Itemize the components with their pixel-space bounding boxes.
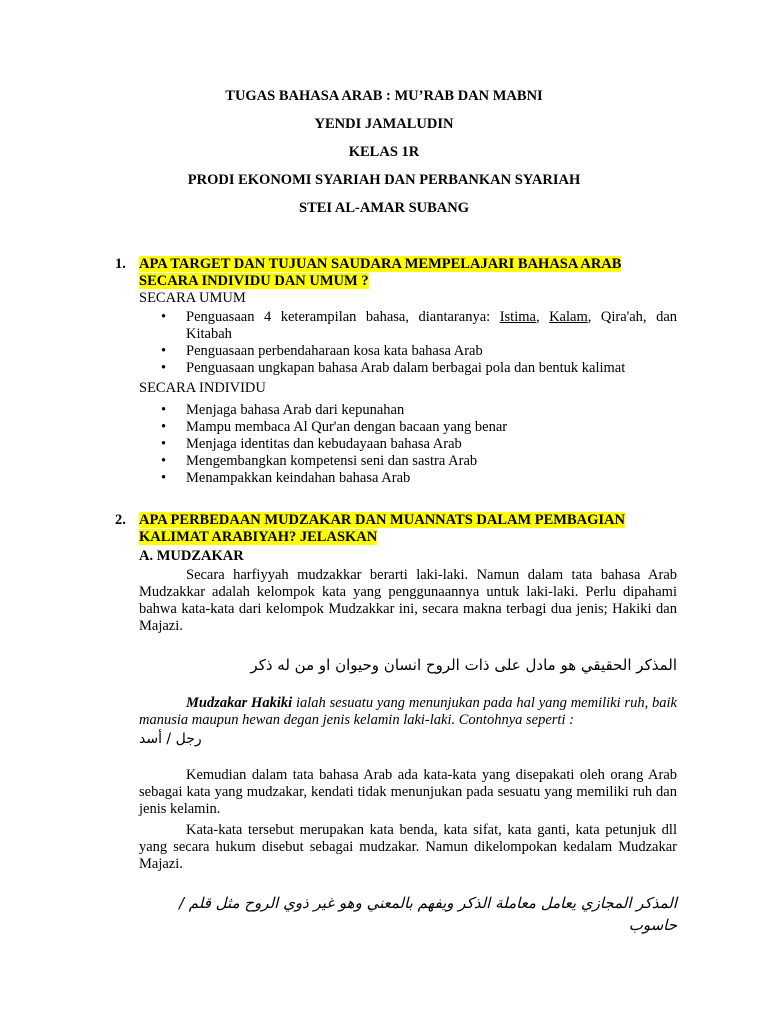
question-2-number: 2. bbox=[115, 512, 126, 528]
list-item: • Menampakkan keindahan bahasa Arab bbox=[161, 470, 411, 486]
bullet-icon: • bbox=[161, 309, 167, 325]
header-institution: STEI AL-AMAR SUBANG bbox=[299, 200, 469, 216]
majazi-intro-paragraph: Kemudian dalam tata bahasa Arab ada kata-kata yang disepakati oleh orang Arab sebagai kata yang mudzakar, kendati tidak menunjukan pada sesuatu yang memiliki ruh dan jenis kelamin. bbox=[139, 767, 677, 817]
section-a-heading: A. MUDZAKAR bbox=[139, 548, 244, 564]
list-item: • Penguasaan 4 keterampilan bahasa, diantaranya: Istima, Kalam, Qira'ah, dan Kitabah bbox=[161, 309, 678, 342]
arabic-hakiki-definition: المذكر الحقيقي هو مادل على ذات الروح انسان وحيوان او من له ذكر bbox=[250, 656, 677, 674]
list-item: • Mengembangkan kompetensi seni dan sastra Arab bbox=[161, 453, 478, 469]
question-1-line-a: APA TARGET DAN TUJUAN SAUDARA MEMPELAJARI BAHASA ARAB bbox=[139, 256, 622, 272]
kalam-term: Kalam bbox=[549, 309, 588, 325]
individu-label: SECARA INDIVIDU bbox=[139, 380, 266, 396]
list-item: • Penguasaan ungkapan bahasa Arab dalam berbagai pola dan bentuk kalimat bbox=[161, 360, 626, 376]
umum-list bbox=[139, 309, 677, 377]
individu-list bbox=[139, 402, 677, 487]
hakiki-example: رجل / أسد bbox=[139, 731, 202, 747]
umum-label: SECARA UMUM bbox=[139, 290, 246, 306]
bullet-icon: • bbox=[161, 343, 167, 359]
bullet-icon: • bbox=[161, 470, 167, 486]
question-2-heading bbox=[115, 512, 677, 546]
list-item: • Mampu membaca Al Qur'an dengan bacaan yang benar bbox=[161, 419, 508, 435]
hakiki-term: Mudzakar Hakiki bbox=[186, 695, 293, 711]
bullet-icon: • bbox=[161, 402, 167, 418]
list-item: • Penguasaan perbendaharaan kosa kata bahasa Arab bbox=[161, 343, 483, 359]
header-title: TUGAS BAHASA ARAB : MU’RAB DAN MABNI bbox=[225, 88, 543, 104]
header-program: PRODI EKONOMI SYARIAH DAN PERBANKAN SYARIAH bbox=[187, 172, 581, 188]
list-item: • Menjaga identitas dan kebudayaan bahasa Arab bbox=[161, 436, 462, 452]
question-1-heading bbox=[115, 256, 677, 290]
question-2-line-b: KALIMAT ARABIYAH? JELASKAN bbox=[139, 529, 378, 545]
question-1-number: 1. bbox=[115, 256, 126, 272]
question-1-line-b: SECARA INDIVIDU DAN UMUM ? bbox=[139, 273, 369, 289]
bullet-icon: • bbox=[161, 453, 167, 469]
header-author: YENDI JAMALUDIN bbox=[314, 116, 454, 132]
majazi-paragraph: Kata-kata tersebut merupakan kata benda, kata sifat, kata ganti, kata petunjuk dll yang secara hukum disebut sebagai mudzakar. Namun dikelompokan kedalam Mudzakar Majazi. bbox=[139, 822, 677, 872]
bullet-icon: • bbox=[161, 436, 167, 452]
mudzakar-definition-paragraph: Secara harfiyyah mudzakkar berarti laki-laki. Namun dalam tata bahasa Arab Mudzakkar adalah kelompok kata yang penggunaannya untuk laki-laki. Perlu dipahami bahwa kata-kata dari kelompok Mudzakkar ini, secara makna terbagi dua jenis; Hakiki dan Majazi. bbox=[139, 567, 677, 634]
bullet-icon: • bbox=[161, 419, 167, 435]
istima-term: Istima bbox=[499, 309, 536, 325]
header-class: KELAS 1R bbox=[348, 144, 420, 160]
list-item: • Menjaga bahasa Arab dari kepunahan bbox=[161, 402, 405, 418]
question-2-line-a: APA PERBEDAAN MUDZAKAR DAN MUANNATS DALAM PEMBAGIAN bbox=[139, 512, 626, 528]
arabic-majazi-definition: المذكر المجازي يعامل معاملة الذكر ويفهم بالمعني وهو غير ذوي الروح مثل قلم / حاسوب bbox=[178, 894, 677, 934]
hakiki-paragraph: Mudzakar Hakiki ialah sesuatu yang menunjukan pada hal yang memiliki ruh, baik manusia maupun hewan degan jenis kelamin laki-laki. Contohnya seperti : bbox=[139, 695, 677, 728]
bullet-icon: • bbox=[161, 360, 167, 376]
